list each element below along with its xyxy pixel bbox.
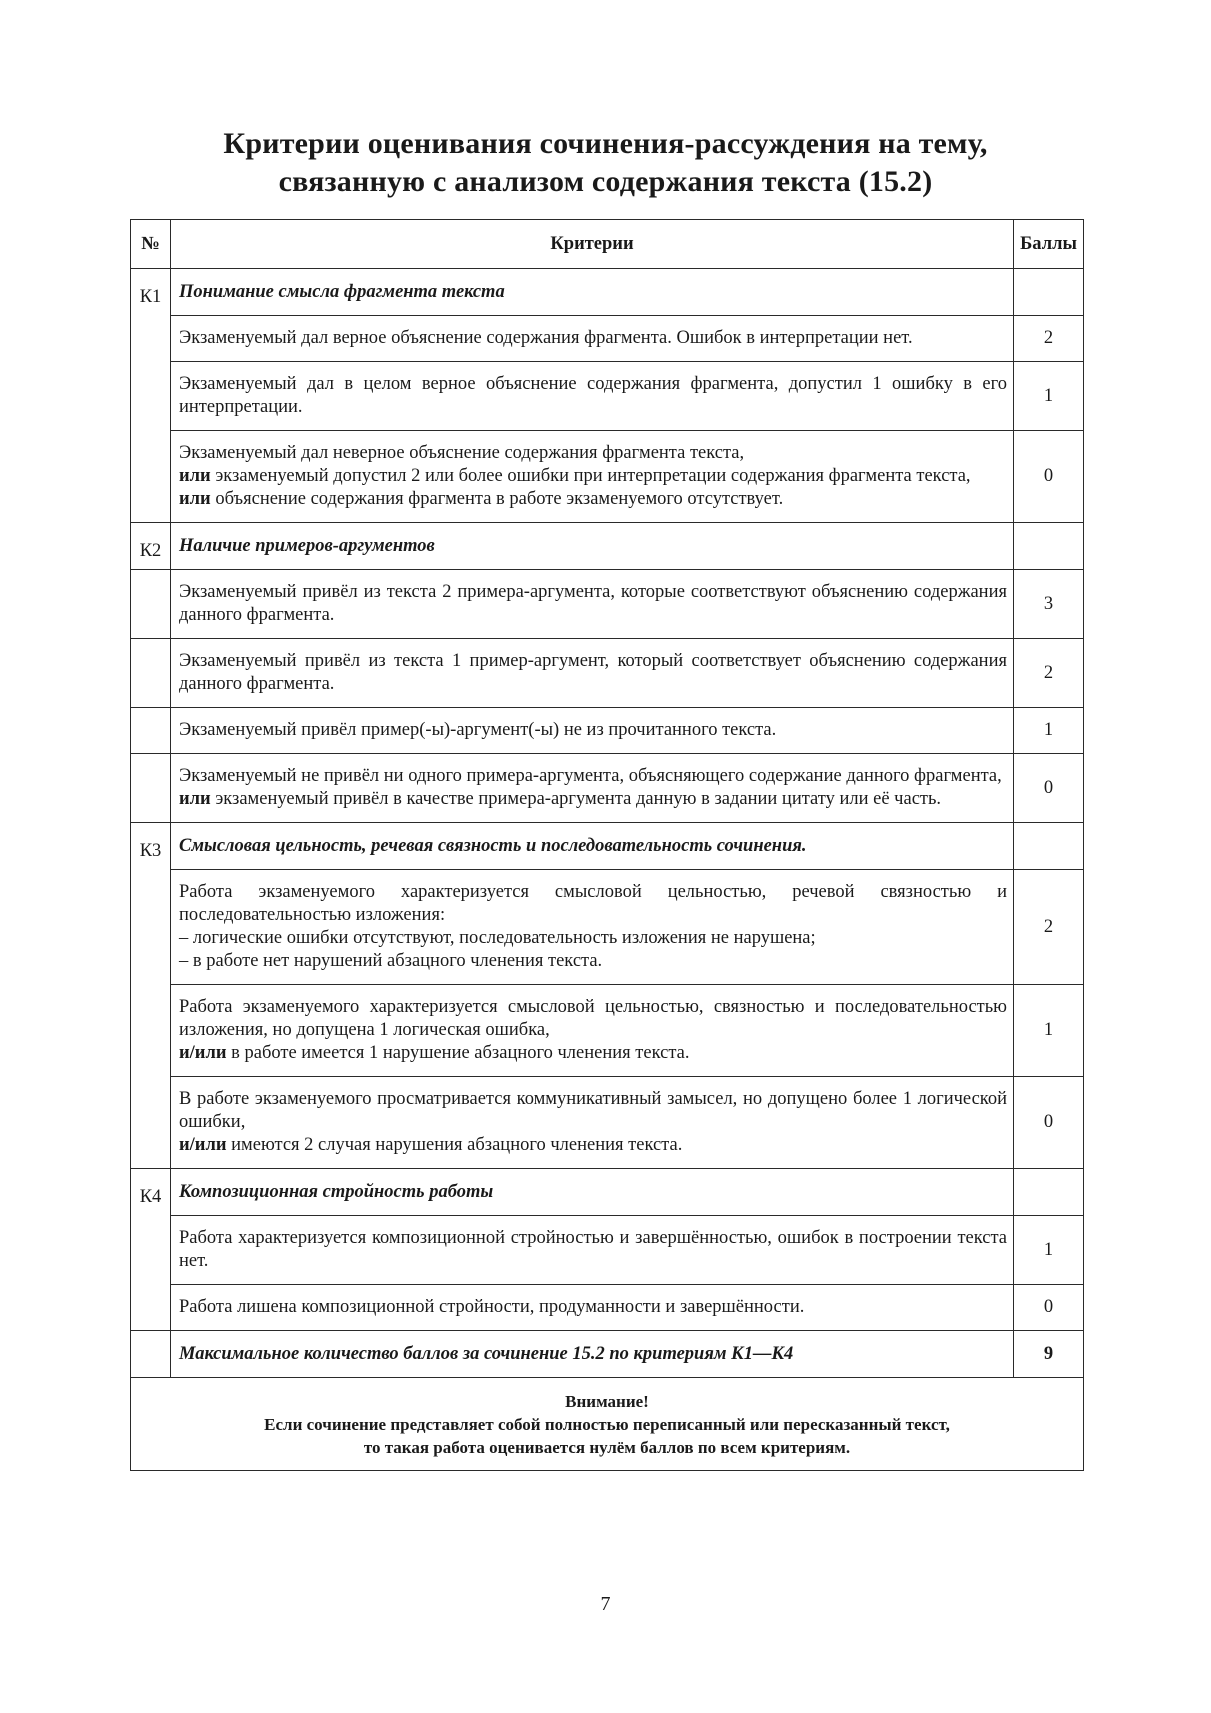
criterion-text: Экзаменуемый привёл пример(-ы)-аргумент(-ы) не из прочитанного текста. bbox=[171, 708, 1014, 754]
table-row bbox=[131, 570, 1084, 639]
k3-heading-row bbox=[131, 823, 1084, 870]
note-heading: Внимание! bbox=[565, 1392, 649, 1411]
table-row bbox=[131, 1285, 1084, 1331]
criterion-points: 0 bbox=[1014, 1285, 1084, 1331]
page-title bbox=[0, 125, 1211, 201]
table-row bbox=[131, 362, 1084, 431]
criterion-text: Экзаменуемый не привёл ни одного примера-аргумента, объясняющего содержание данного фрагмента, или экзаменуемый привёл в качестве примера-аргумента данную в задании цитату или её часть. bbox=[171, 754, 1014, 823]
title-line-2: связанную с анализом содержания текста (15.2) bbox=[278, 165, 933, 198]
table-row bbox=[131, 870, 1084, 985]
criterion-text: Экзаменуемый дал верное объяснение содержания фрагмента. Ошибок в интерпретации нет. bbox=[171, 316, 1014, 362]
criterion-text: Экзаменуемый привёл из текста 1 пример-аргумент, который соответствует объяснению содержания данного фрагмента. bbox=[171, 639, 1014, 708]
criterion-points: 1 bbox=[1014, 708, 1084, 754]
k4-heading-row bbox=[131, 1169, 1084, 1216]
k1-heading: Понимание смысла фрагмента текста bbox=[171, 269, 1014, 316]
criterion-points: 2 bbox=[1014, 870, 1084, 985]
k3-heading: Смысловая цельность, речевая связность и последовательность сочинения. bbox=[171, 823, 1014, 870]
criterion-points: 3 bbox=[1014, 570, 1084, 639]
table-header-row bbox=[131, 220, 1084, 269]
table-row bbox=[131, 639, 1084, 708]
total-points: 9 bbox=[1014, 1331, 1084, 1378]
attention-note: Внимание! Если сочинение представляет собой полностью переписанный или пересказанный текст, то такая работа оценивается нулём баллов по всем критериям. bbox=[131, 1378, 1084, 1471]
criterion-text: Работа лишена композиционной стройности, продуманности и завершённости. bbox=[171, 1285, 1014, 1331]
criterion-points: 1 bbox=[1014, 1216, 1084, 1285]
table-row bbox=[131, 431, 1084, 523]
criterion-points: 0 bbox=[1014, 431, 1084, 523]
criterion-points: 2 bbox=[1014, 316, 1084, 362]
k4-id: К4 bbox=[131, 1169, 171, 1216]
table-row bbox=[131, 1216, 1084, 1285]
criterion-text: Экзаменуемый дал неверное объяснение содержания фрагмента текста, или экзаменуемый допустил 2 или более ошибки при интерпретации содержания фрагмента текста, или объяснение содержания фрагмента в работе экзаменуемого отсутствует. bbox=[171, 431, 1014, 523]
total-label: Максимальное количество баллов за сочинение 15.2 по критериям К1—К4 bbox=[171, 1331, 1014, 1378]
k1-heading-row bbox=[131, 269, 1084, 316]
header-num: № bbox=[131, 220, 171, 269]
criterion-text: Работа характеризуется композиционной стройностью и завершённостью, ошибок в построении текста нет. bbox=[171, 1216, 1014, 1285]
k3-id: К3 bbox=[131, 823, 171, 870]
k1-id: К1 bbox=[131, 269, 171, 316]
k2-heading: Наличие примеров-аргументов bbox=[171, 523, 1014, 570]
k2-heading-points bbox=[1014, 523, 1084, 570]
criterion-points: 1 bbox=[1014, 985, 1084, 1077]
table-row bbox=[131, 985, 1084, 1077]
criterion-points: 0 bbox=[1014, 1077, 1084, 1169]
criterion-points: 2 bbox=[1014, 639, 1084, 708]
k4-heading: Композиционная стройность работы bbox=[171, 1169, 1014, 1216]
header-criteria: Критерии bbox=[171, 220, 1014, 269]
note-row bbox=[131, 1378, 1084, 1471]
criterion-points: 0 bbox=[1014, 754, 1084, 823]
table-row bbox=[131, 1077, 1084, 1169]
k2-heading-row bbox=[131, 523, 1084, 570]
k2-id: К2 bbox=[131, 523, 171, 570]
table-row bbox=[131, 754, 1084, 823]
criterion-text: Экзаменуемый дал в целом верное объяснение содержания фрагмента, допустил 1 ошибку в его интерпретации. bbox=[171, 362, 1014, 431]
table-row bbox=[131, 316, 1084, 362]
k1-heading-points bbox=[1014, 269, 1084, 316]
criterion-text: Работа экзаменуемого характеризуется смысловой цельностью, речевой связностью и последовательностью изложения: – логические ошибки отсутствуют, последовательность изложения не нарушена; – в работе нет нарушений абзацного членения текста. bbox=[171, 870, 1014, 985]
total-row bbox=[131, 1331, 1084, 1378]
table-row bbox=[131, 708, 1084, 754]
header-points: Баллы bbox=[1014, 220, 1084, 269]
criteria-table bbox=[130, 219, 1084, 1471]
criterion-text: В работе экзаменуемого просматривается коммуникативный замысел, но допущено более 1 логической ошибки, и/или имеются 2 случая нарушения абзацного членения текста. bbox=[171, 1077, 1014, 1169]
k4-heading-points bbox=[1014, 1169, 1084, 1216]
criterion-points: 1 bbox=[1014, 362, 1084, 431]
page-number: 7 bbox=[600, 1593, 611, 1615]
title-line-1: Критерии оценивания сочинения-рассуждения на тему, bbox=[223, 127, 988, 160]
criterion-text: Экзаменуемый привёл из текста 2 примера-аргумента, которые соответствуют объяснению содержания данного фрагмента. bbox=[171, 570, 1014, 639]
k3-heading-points bbox=[1014, 823, 1084, 870]
criterion-text: Работа экзаменуемого характеризуется смысловой цельностью, связностью и последовательностью изложения, но допущена 1 логическая ошибка, и/или в работе имеется 1 нарушение абзацного членения текста. bbox=[171, 985, 1014, 1077]
